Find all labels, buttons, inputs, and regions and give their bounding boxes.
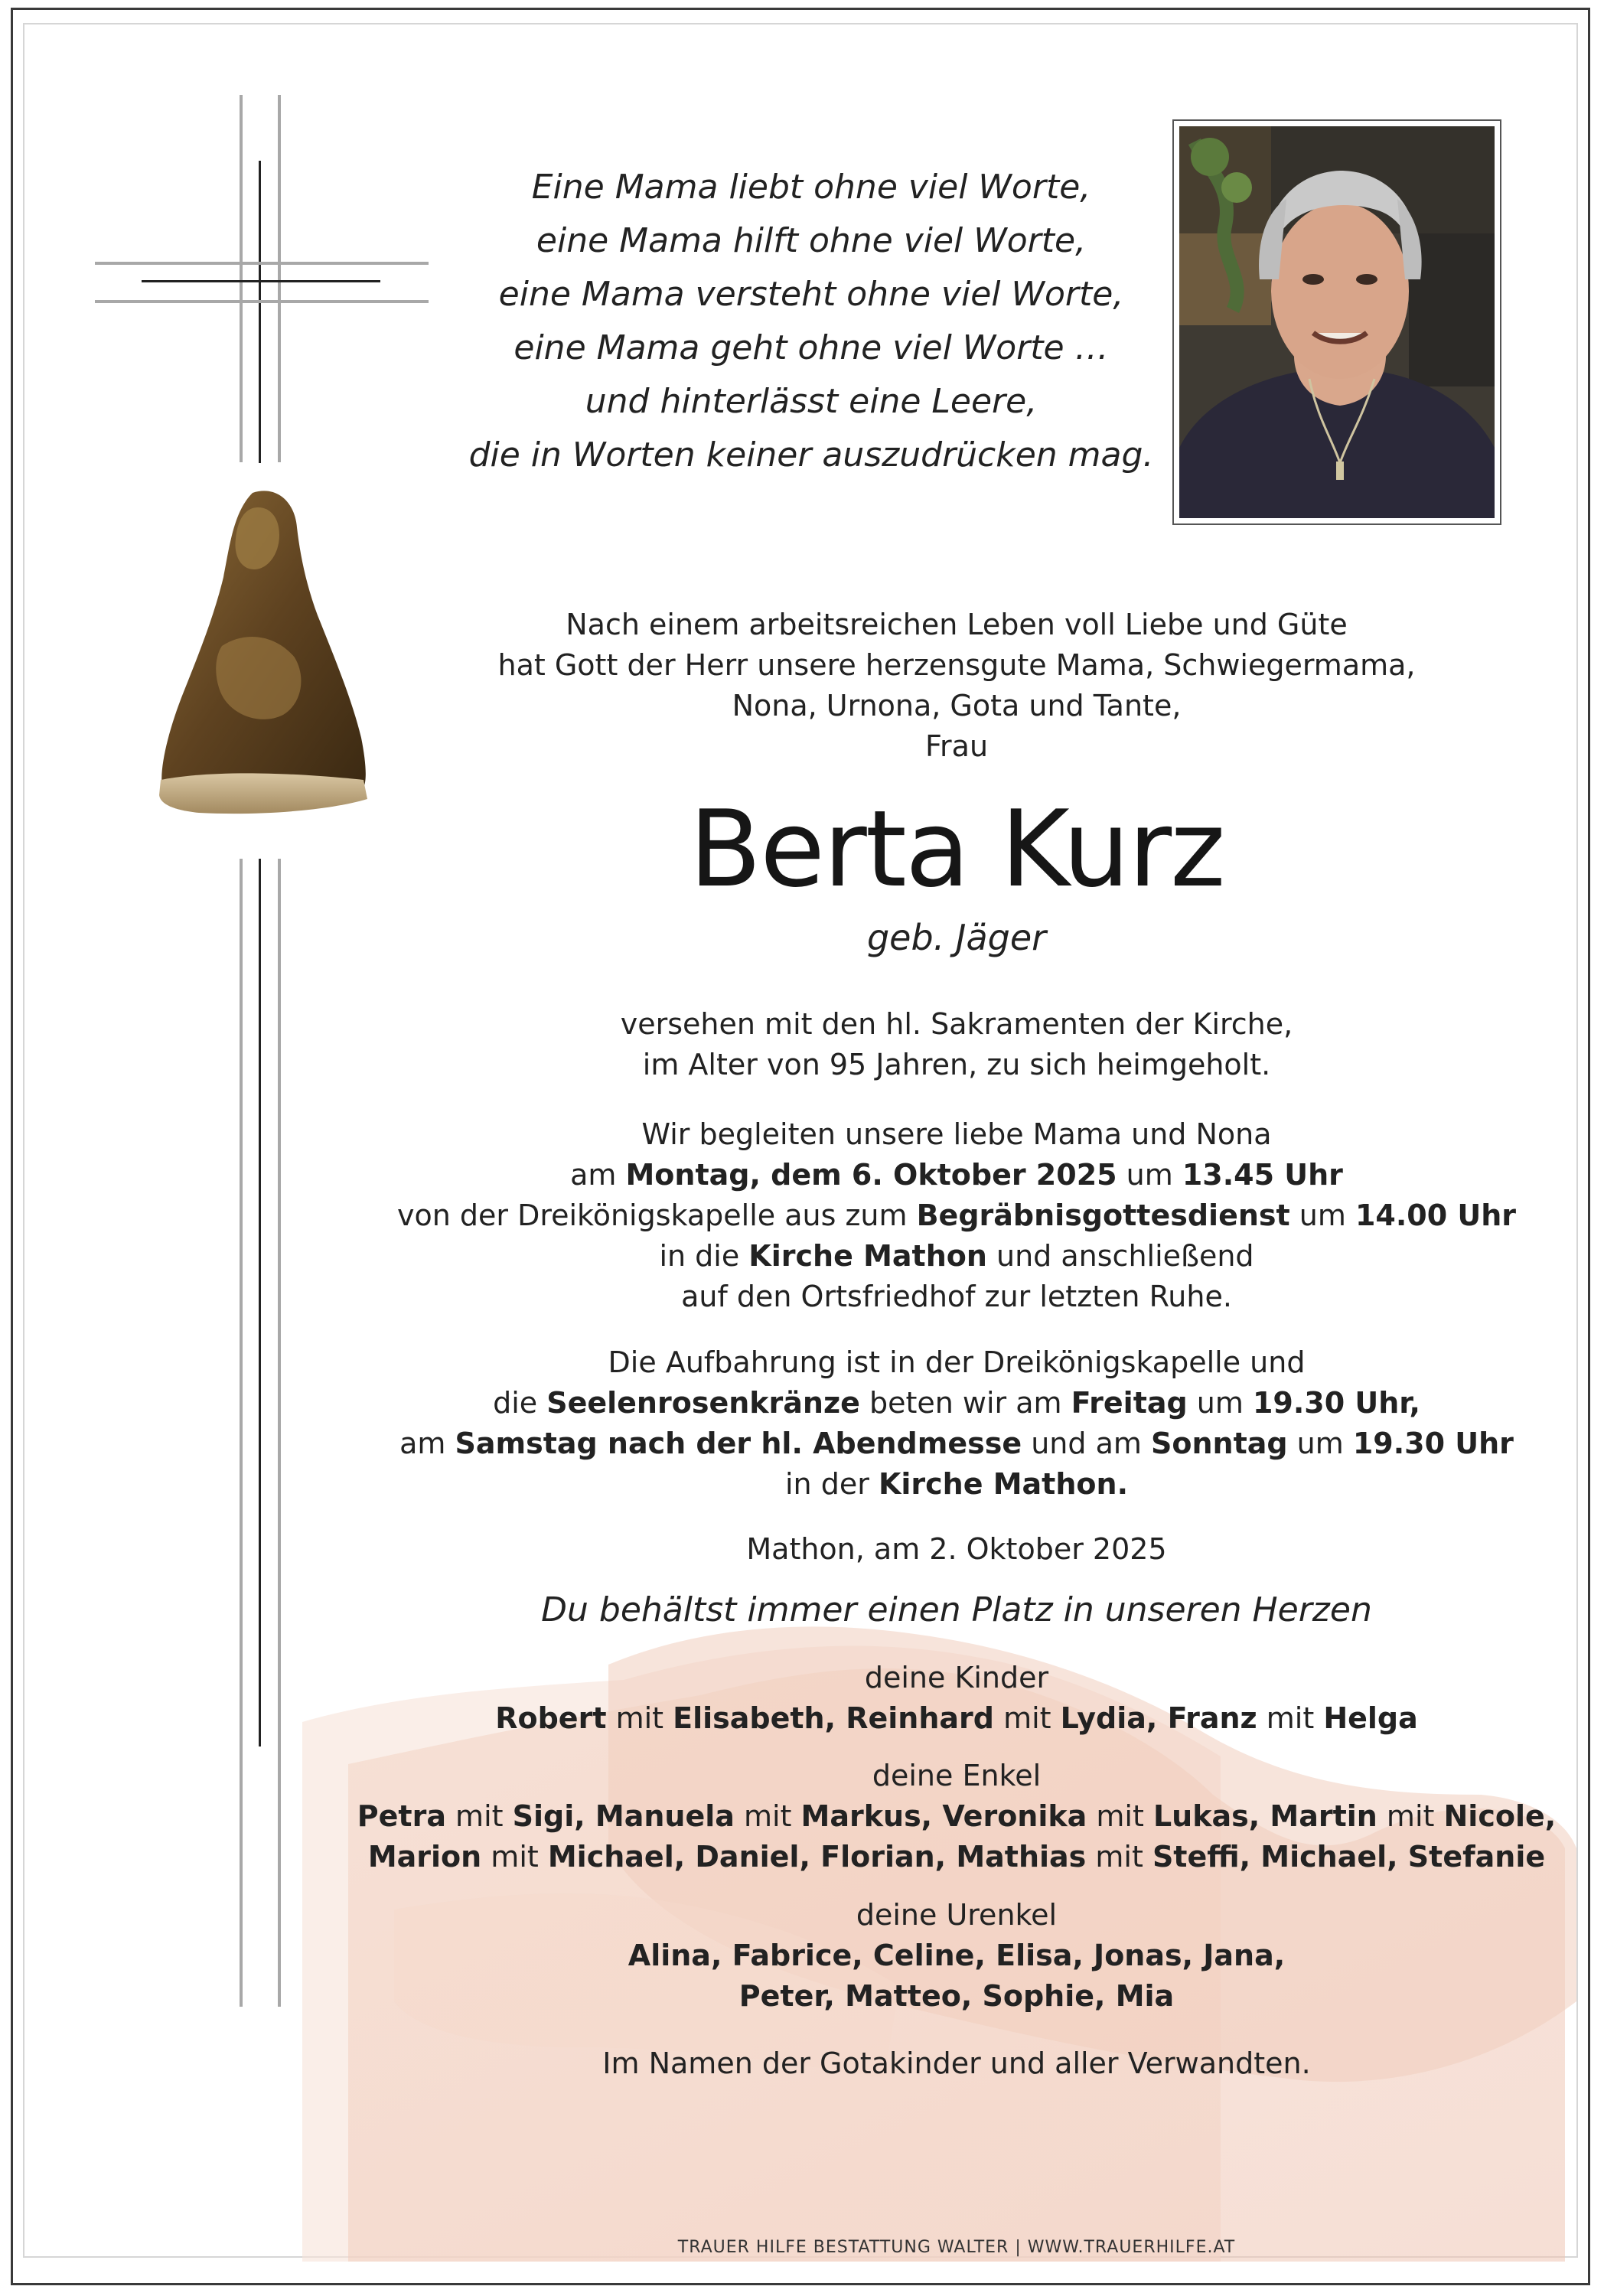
grandchildren-names xyxy=(306,1796,1604,1837)
great-grandchildren-section xyxy=(306,1895,1604,2017)
connector-text: mit xyxy=(1377,1799,1444,1833)
connector-text: mit xyxy=(994,1701,1061,1735)
deceased-name: Berta Kurz xyxy=(689,788,1224,911)
poem-line: eine Mama versteht ohne viel Worte, xyxy=(498,275,1124,314)
funeral-line: Wir begleiten unsere liebe Mama und Nona xyxy=(641,1117,1272,1151)
person-name: Lydia, Franz xyxy=(1060,1701,1257,1735)
portrait-photo xyxy=(1172,119,1501,525)
poem-line: und hinterlässt eine Leere, xyxy=(585,382,1038,421)
children-section xyxy=(306,1658,1604,1739)
connector-text: mit xyxy=(1257,1701,1324,1735)
viewing-line: die Seelenrosenkränze beten wir am Freitag um 19.30 Uhr, xyxy=(493,1386,1420,1420)
funeral-line: am Montag, dem 6. Oktober 2025 um 13.45 Uhr xyxy=(570,1158,1343,1192)
great-grandchildren-names: Peter, Matteo, Sophie, Mia xyxy=(738,1979,1175,2013)
cross-vertical-line-center-top xyxy=(259,161,261,463)
grandchildren-names xyxy=(306,1837,1604,1877)
viewing-line: in der Kirche Mathon. xyxy=(785,1467,1128,1501)
footer-imprint: TRAUER HILFE BESTATTUNG WALTER | WWW.TRAUERHILFE.AT xyxy=(677,2238,1236,2257)
person-name: Markus, Veronika xyxy=(800,1799,1087,1833)
intro-text xyxy=(306,605,1604,767)
cross-horizontal-line-bottom xyxy=(95,300,429,303)
cross-vertical-line-right-top xyxy=(278,95,281,462)
person-name: Petra xyxy=(357,1799,446,1833)
person-name: Sigi, Manuela xyxy=(512,1799,735,1833)
connector-text: mit xyxy=(1086,1840,1152,1874)
cross-horizontal-line-center xyxy=(142,280,380,282)
funeral-line: in die Kirche Mathon und anschließend xyxy=(659,1239,1254,1273)
person-name: Marion xyxy=(367,1840,482,1874)
connector-text: mit xyxy=(445,1799,513,1833)
poem-line: eine Mama geht ohne viel Worte … xyxy=(513,328,1109,367)
person-name: Lukas, Martin xyxy=(1152,1799,1377,1833)
connector-text: mit xyxy=(481,1840,548,1874)
sacraments-line: im Alter von 95 Jahren, zu sich heimgeholt. xyxy=(642,1048,1271,1081)
maiden-name: geb. Jäger xyxy=(866,917,1047,958)
cross-vertical-line-right-bottom xyxy=(278,859,281,2007)
great-grandchildren-names: Alina, Fabrice, Celine, Elisa, Jonas, Jana, xyxy=(628,1939,1286,1972)
closing-text: Im Namen der Gotakinder und aller Verwandten. xyxy=(602,2047,1311,2080)
funeral-line: auf den Ortsfriedhof zur letzten Ruhe. xyxy=(681,1280,1232,1313)
intro-line: hat Gott der Herr unsere herzensgute Mama, Schwiegermama, xyxy=(497,648,1416,682)
connector-text: mit xyxy=(1087,1799,1153,1833)
person-name: Elisabeth, Reinhard xyxy=(673,1701,994,1735)
intro-line: Nach einem arbeitsreichen Leben voll Liebe und Güte xyxy=(566,608,1348,641)
connector-text: mit xyxy=(734,1799,801,1833)
children-label: deine Kinder xyxy=(864,1661,1049,1694)
connector-text: mit xyxy=(606,1701,673,1735)
children-names xyxy=(306,1698,1604,1739)
person-name: Michael, Daniel, Florian, Mathias xyxy=(547,1840,1087,1874)
viewing-details xyxy=(306,1342,1604,1505)
sacraments-line: versehen mit den hl. Sakramenten der Kirche, xyxy=(620,1007,1293,1041)
grandchildren-section xyxy=(306,1756,1604,1877)
cross-vertical-line-left-top xyxy=(240,95,243,462)
poem-line: eine Mama hilft ohne viel Worte, xyxy=(536,221,1087,260)
intro-line: Nona, Urnona, Gota und Tante, xyxy=(732,689,1182,722)
funeral-line: von der Dreikönigskapelle aus zum Begräbnisgottesdienst um 14.00 Uhr xyxy=(396,1199,1517,1232)
viewing-line: Die Aufbahrung ist in der Dreikönigskapelle und xyxy=(608,1345,1306,1379)
person-name: Robert xyxy=(495,1701,607,1735)
cross-vertical-line-left-bottom xyxy=(240,859,243,2007)
place-date: Mathon, am 2. Oktober 2025 xyxy=(746,1532,1167,1566)
motto: Du behältst immer einen Platz in unseren Herzen xyxy=(541,1590,1372,1629)
cross-horizontal-line-top xyxy=(95,262,429,265)
viewing-line: am Samstag nach der hl. Abendmesse und am Sonntag um 19.30 Uhr xyxy=(399,1427,1514,1460)
person-name: Helga xyxy=(1323,1701,1418,1735)
sacraments-text xyxy=(306,1004,1604,1085)
portrait-image xyxy=(1179,126,1495,518)
memorial-poem xyxy=(429,161,1194,482)
grandchildren-label: deine Enkel xyxy=(872,1759,1042,1792)
poem-line: die in Worten keiner auszudrücken mag. xyxy=(468,435,1154,475)
funeral-details xyxy=(306,1114,1604,1317)
intro-line: Frau xyxy=(924,729,989,763)
poem-line: Eine Mama liebt ohne viel Worte, xyxy=(531,168,1091,207)
great-grandchildren-label: deine Urenkel xyxy=(856,1898,1058,1932)
person-name: Nicole, xyxy=(1443,1799,1557,1833)
cross-vertical-line-center-bottom xyxy=(259,859,261,1746)
person-name: Steffi, Michael, Stefanie xyxy=(1152,1840,1546,1874)
